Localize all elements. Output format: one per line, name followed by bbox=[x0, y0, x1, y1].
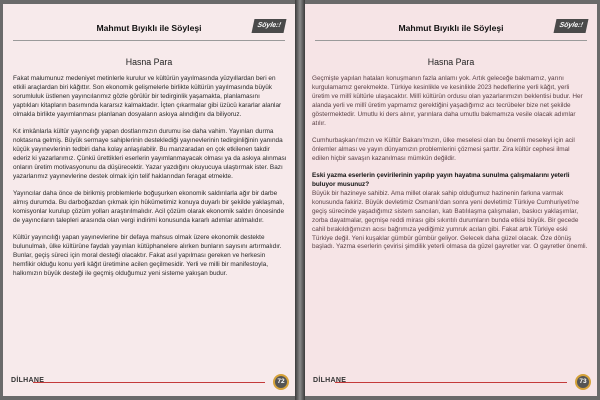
header-rule bbox=[315, 40, 587, 41]
left-paragraph-2: Kıt imkânlarla kültür yayıncılığı yapan dostlarımızın durumu ise daha vahim. Yayınları durma noktasına gelmiş. Büyük sermaye sahiplerinin desteklediği yayınevlerinin tedirginliğinin yanında küçük yayınevlerinin tedbiri daha kolay anlaşılabilir. Bu manzaradan en çok etkilenen takdir ederiz ki yazarlarımız. Çünkü ürettikleri eserlerin yayımlanmayacak olması ya da askıya alınması onların üretim motivasyonunu da düşürecektir. Yazar yazdığını okuyucuya ulaştırmak ister. Bazı yazarlarımız yayınevlerine destek olmak için telif haklarından feragat etmekte. bbox=[13, 128, 287, 180]
left-header-title: Mahmut Bıyıklı ile Söyleşi bbox=[96, 23, 202, 33]
right-body bbox=[312, 75, 588, 261]
left-author: Hasna Para bbox=[125, 57, 173, 67]
left-paragraph-3: Yayıncılar daha önce de birikmiş problemlerle boğuşurken ekonomik saldırılarla ağır bir darbe almış durumda. Bu darboğazdan çıkmak için hükümetimiz konuya duyarlı bir şekilde yaklaşmalı, komisyonlar kurulup çözüm yolları araştırılmalıdır. Acil çözüm olarak ekonomik saldırı öncesinde de yayıncıların talepleri arasında olan vergi indirimi konusunda kararlı adımlar atılmalıdır. bbox=[13, 189, 285, 224]
footer-rule bbox=[335, 382, 567, 383]
right-brand-logo: DİLHANE bbox=[313, 377, 347, 384]
right-author: Hasna Para bbox=[427, 57, 475, 67]
right-paragraph-1: Geçmişte yapılan hataları konuşmanın fazla anlamı yok. Artık geleceğe bakmamız, yarını kurgulamamız gerekmekte. Türkiye kesinlikle ve kesinlikle 2023 hedeflerine yerli kâğıt, yerli üretim ve millî kültürle ulaşacaktır. Millî kültürün ordusu olan yazarlarımızın beklentisi budur. Her alanda yerli ve millî üretim yapmamız gerektiğini yaşadığımız acı tecrübeler bize net şekilde göstermektedir. Umutlu ki ders alınır, yarınlara daha umutlu bakmamıza vesile olacak adımlar atılır. bbox=[312, 75, 583, 127]
header-rule bbox=[13, 40, 285, 41]
left-header bbox=[13, 19, 285, 41]
right-header bbox=[315, 19, 587, 41]
left-paragraph-1: Fakat malumunuz medeniyet metinlerle kurulur ve kültürün yayılmasında yüzyıllardan beri en etkili araçlardan biri kâğıttır. Son ekonomik gelişmelerle birlikte kültürün yayılmasında büyük sorumluluk üstlenen yayıncılarımız gözle görülür bir tedirginlik yaşamakta, planlamasını yaptıkları kitapların basımında kararsız kalmaktadır. İçten çıkarmalar gibi üzücü kararlar alanlar olmakla birlikte yayımlanması planlanan dosyaların askıya alındığını da biliyoruz. bbox=[13, 75, 282, 118]
book-gutter bbox=[295, 0, 305, 400]
left-paragraph-4: Kültür yayıncılığı yapan yayınevlerine bir defaya mahsus olmak üzere ekonomik destekte bulunulmalı, ülke kültürüne faydalı yayınları kütüphanelere alırken bunların sayısını artırmalıdır. Bunlar, geçiş süreci için moral desteği olacaktır. Fakat asıl yapılması gereken ve herkesin hemfikir olduğu konu yerli kâğıt üretimine acilen geçilmesidir. Yerli ve milli bir manifestoyla, halkımızın büyük desteği ile geçmiş olduğumuz yeni sisteme yakışan budur. bbox=[13, 234, 282, 277]
right-page-number: 73 bbox=[575, 374, 591, 390]
right-page bbox=[305, 4, 597, 396]
right-header-title: Mahmut Bıyıklı ile Söyleşi bbox=[398, 23, 504, 33]
right-header-tag: Söyle:! bbox=[554, 19, 589, 33]
footer-rule bbox=[33, 382, 265, 383]
right-footer bbox=[305, 374, 597, 390]
left-brand-logo: DİLHANE bbox=[11, 377, 45, 384]
left-page bbox=[3, 4, 295, 396]
right-paragraph-2: Cumhurbaşkanı'mızın ve Kültür Bakanı'mızın, ülke meselesi olan bu önemli meseleyi için acil önlemler alması ve yayın dünyamızın problemlerini çözmesi şarttır. Zira kültür cephesi ilmal edilen hiçbir savaşın kazanılması mümkün değildir. bbox=[312, 136, 575, 162]
left-body bbox=[13, 75, 287, 287]
interview-question: Eski yazma eserlerin çevirilerinin yapılıp yayın hayatına sunulma çalışmalarını yeterli buluyor musunuz? bbox=[312, 172, 570, 189]
left-page-number: 72 bbox=[273, 374, 289, 390]
interview-answer: Büyük bir hazineye sahibiz. Ama millet olarak sahip olduğumuz hazinenin farkına varmak konusunda fakiriz. Büyük devletimiz Osmanlı'dan sonra yeni devletimiz Türkiye Cumhuriyeti'ne geçiş sürecinde yaşadığımız sistem sancıları, katı Batılılaşma çalışmaları, baskıcı yaklaşımlar, zorba dayatmalar, geçmişe reddi mirası gibi sıkıntılı durumların bunda etkisi büyük. Bir gecede cahil bırakıldığımızın acısı bağrımıza yediğimiz yumruk acıları gibi. Fakat artık Türkiye eski Türkiye değil. Yeni kuşaklar gümbür gümbür geliyor. Gelecek daha güzel olacak. Öze dönüş başladı. Yazma eserlerin çevirisi şimdilik yeterli olmasa da güzel gayretler var. O gayretler önemli. bbox=[312, 189, 588, 251]
left-footer bbox=[3, 374, 295, 390]
left-header-tag: Söyle:! bbox=[252, 19, 287, 33]
